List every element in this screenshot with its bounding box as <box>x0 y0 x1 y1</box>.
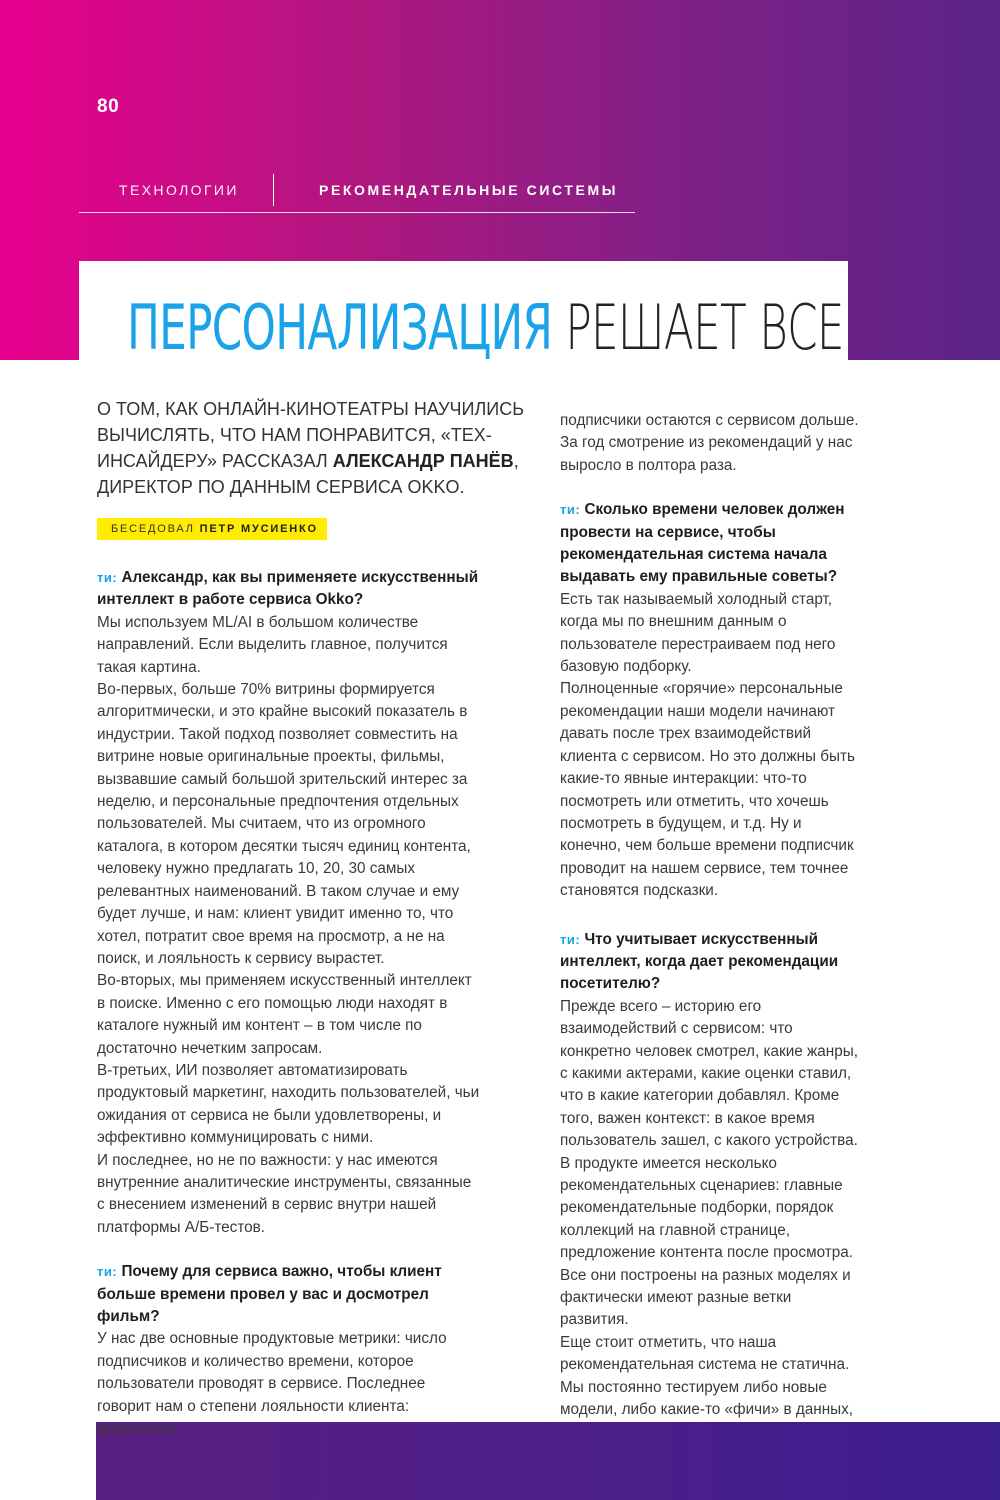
page-number: 80 <box>97 96 120 117</box>
question-2 <box>97 1261 482 1328</box>
article-title <box>127 291 844 364</box>
answer-paragraph: В-третьих, ИИ позволяет автоматизировать продуктовый маркетинг, находить пользователей, чьи ожидания от сервиса не были удовлетворены, и эффективно коммуницировать с ними. <box>97 1061 480 1147</box>
answer-paragraph: В продукте имеется несколько рекомендательных сценариев: главные рекомендательные подборки, порядок коллекций на главной странице, предложение контента после просмотра. Все они построены на разных моделях и фактически имеют разные ветки развития. <box>560 1154 854 1329</box>
question-tag: ти: <box>97 570 118 585</box>
question-3 <box>560 499 860 589</box>
answer-paragraph: У нас две основные продуктовые метрики: число подписчиков и количество времени, которое пользователи проводят в сервисе. Последнее говорит нам о степени лояльности клиента: довольные <box>97 1330 447 1438</box>
answer-paragraph: Во-первых, больше 70% витрины формируется алгоритмически, и это крайне высокий показатель в индустрии. Такой подход позволяет совместить на витрине новые оригинальные проекты, фильмы, вызвавшие самый большой зрительский интерес за неделю, и персональные предпочтения отдельных пользователей. Мы считаем, что из огромного каталога, в котором десятки тысяч единиц контента, человеку нужно предлагать 10, 20, 30 самых релевантных наименований. В таком случае и ему будет лучше, и нам: клиент увидит именно то, что хотел, потратит свое время на просмотр, а не на поиск, и лояльность к сервису вырастет. <box>97 681 471 967</box>
title-rest: РЕШАЕТ ВСЕ <box>565 291 844 364</box>
section-header <box>79 168 635 213</box>
interviewer-name: ПЕТР МУСИЕНКО <box>199 523 318 535</box>
question-tag: ти: <box>560 931 581 947</box>
answer-paragraph: Прежде всего – историю его взаимодействий с сервисом: что конкретно человек смотрел, какие жанры, с какими актерами, какие оценки ставил, что в какие категории добавлял. Кроме того, важен контекст: в какое время пользователь зашел, с какого устройства. <box>560 997 858 1150</box>
title-box <box>79 261 848 364</box>
question-text: Что учитывает искусственный интеллект, когда дает рекомендации посетителю? <box>560 930 839 993</box>
question-tag: ти: <box>560 502 581 518</box>
section-divider <box>273 174 274 206</box>
lead-text: О ТОМ, КАК ОНЛАЙН-КИНОТЕАТРЫ НАУЧИЛИСЬ ВЫЧИСЛЯТЬ, ЧТО НАМ ПОНРАВИТСЯ, «ТЕХ-ИНСАЙДЕРУ» РАССКАЗАЛ <box>97 399 525 471</box>
article-column-right <box>560 410 860 1421</box>
subsection-label: РЕКОМЕНДАТЕЛЬНЫЕ СИСТЕМЫ <box>319 182 619 198</box>
title-accent: ПЕРСОНАЛИЗАЦИЯ <box>127 291 553 364</box>
article-lead <box>97 396 537 500</box>
answer-paragraph: Еще стоит отметить, что наша рекомендательная система не статична. <box>560 1333 850 1374</box>
spacer <box>560 477 860 499</box>
spacer <box>97 1239 482 1261</box>
answer-paragraph: Мы используем ML/AI в большом количестве направлений. Если выделить главное, получится такая картина. <box>97 613 448 676</box>
question-1 <box>97 567 482 612</box>
answer-paragraph: Полноценные «горячие» персональные рекомендации наши модели начинают давать после трех взаимодействий клиента с сервисом. Но это должны быть какие-то явные интеракции: что-то посмотреть или отметить, что хочешь посмотреть в будущем, и т.д. Ну и конечно, чем больше времени подписчик проводит на нашем сервисе, тем точнее становятся подсказки. <box>560 680 856 900</box>
answer-paragraph: Мы постоянно тестируем либо новые модели, либо какие-то «фичи» в данных, <box>560 1378 854 1419</box>
answer-paragraph: Во-вторых, мы применяем искусственный интеллект в поиске. Именно с его помощью люди находят в каталоге нужный им контент – в том числе по достаточно нечетким запросам. <box>97 972 472 1057</box>
section-label: ТЕХНОЛОГИИ <box>119 182 239 198</box>
interviewer-badge <box>97 518 327 540</box>
answer-paragraph: Есть так называемый холодный старт, когда мы по внешним данным о пользователе перестраиваем под него базовую подборку. <box>560 590 836 676</box>
article-column-left <box>97 567 482 1440</box>
question-text: Александр, как вы применяете искусственный интеллект в работе сервиса Okko? <box>97 569 479 609</box>
interviewer-label: БЕСЕДОВАЛ <box>111 523 195 535</box>
lead-person-name: АЛЕКСАНДР ПАНЁВ <box>332 451 514 471</box>
answer-paragraph: И последнее, но не по важности: у нас имеются внутренние аналитические инструменты, связанные с внесением изменений в сервис внутри нашей платформы А/Б-тестов. <box>97 1151 472 1236</box>
question-text: Почему для сервиса важно, чтобы клиент больше времени провел у вас и досмотрел фильм? <box>97 1263 442 1325</box>
question-text: Сколько времени человек должен провести на сервисе, чтобы рекомендательная система начала выдавать ему правильные советы? <box>560 501 845 586</box>
spacer <box>560 903 860 929</box>
question-4 <box>560 929 860 996</box>
lead-text-end: , ДИРЕКТОР ПО ДАННЫМ СЕРВИСА OKKO. <box>97 451 519 497</box>
question-tag: ти: <box>97 1264 118 1280</box>
answer-paragraph: подписчики остаются с сервисом дольше. За год смотрение из рекомендаций у нас выросло в полтора раза. <box>560 412 859 474</box>
